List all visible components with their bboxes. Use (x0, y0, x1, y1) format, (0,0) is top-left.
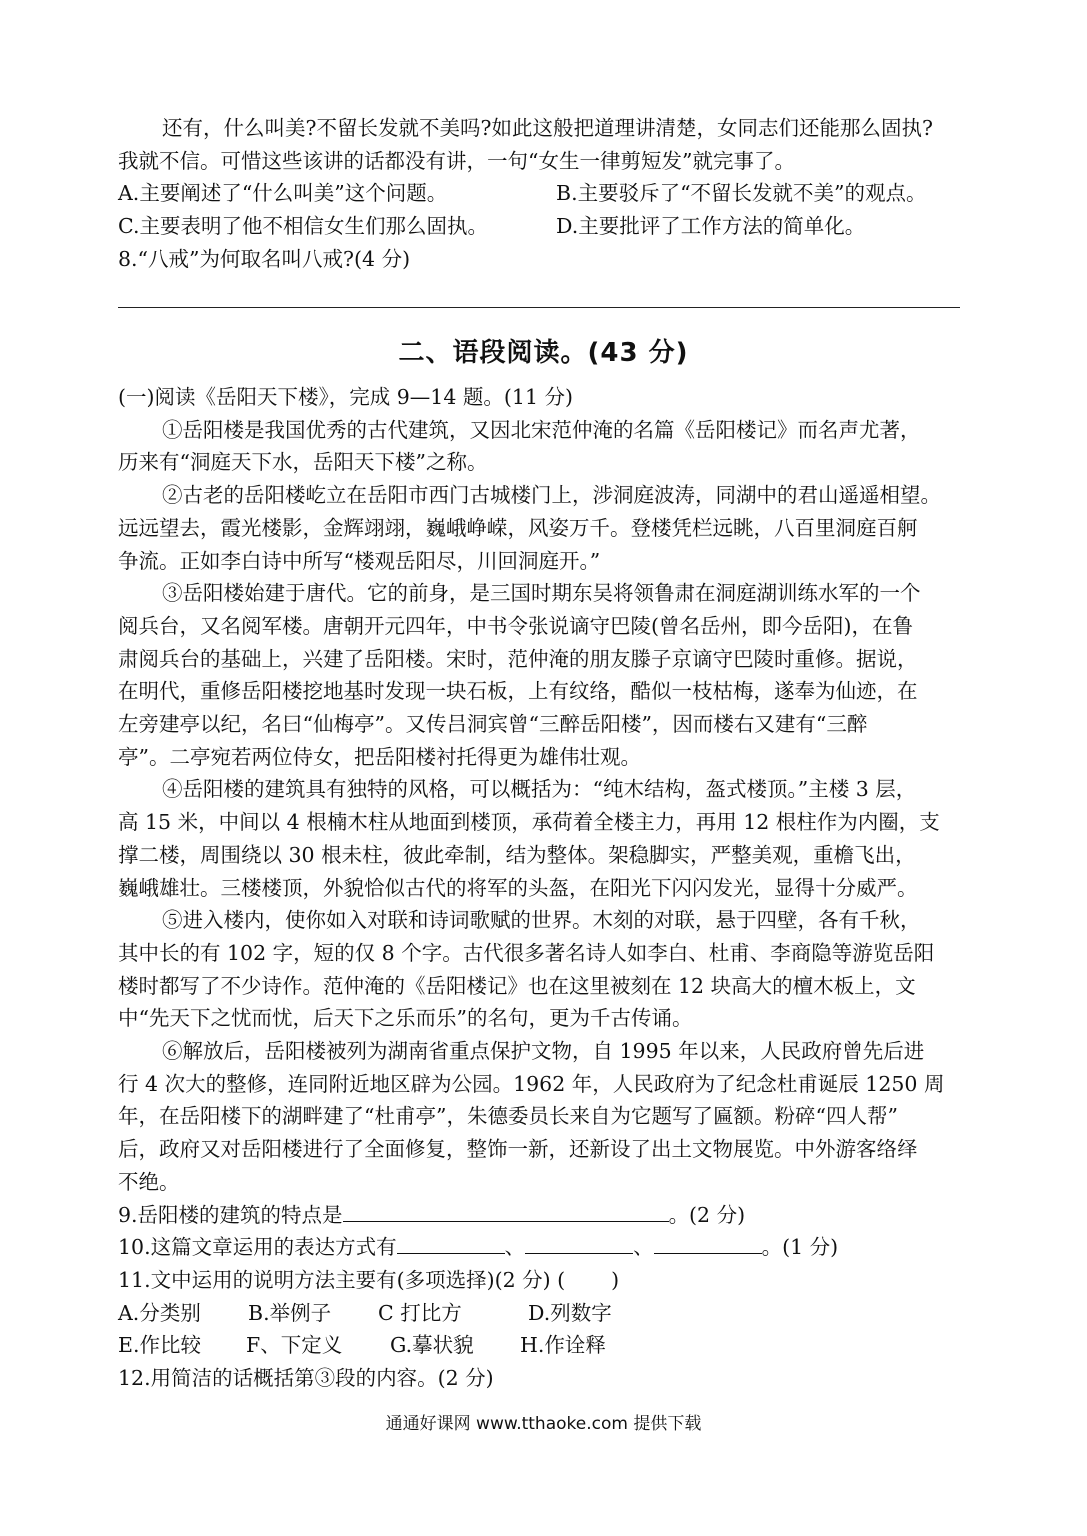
paragraph-6-line: 不绝。 (118, 1169, 180, 1194)
question-9-points: 。(2 分) (668, 1202, 746, 1227)
paragraph-2-line: 远远望去，霞光楼影，金辉翊翊，巍峨峥嵘，风姿万千。登楼凭栏远眺，八百里洞庭百舸 (118, 515, 918, 540)
choices-row (118, 1329, 970, 1362)
paragraph-2-line: 争流。正如李白诗中所写“楼观岳阳尽，川回洞庭开。” (118, 548, 601, 573)
answer-blank[interactable] (525, 1231, 633, 1254)
question-12: 12.用简洁的话概括第③段的内容。(2 分) (118, 1366, 494, 1391)
paragraph-1-line: ①岳阳楼是我国优秀的古代建筑，又因北宋范仲淹的名篇《岳阳楼记》而名声尤著， (162, 417, 921, 442)
paragraph-5-line: 楼时都写了不少诗作。范仲淹的《岳阳楼记》也在这里被刻在 12 块高大的檀木板上，文 (118, 973, 916, 998)
paragraph-6-line: 行 4 次大的整修，连同附近地区辟为公园。1962 年，人民政府为了纪念杜甫诞辰 1250 周 (118, 1071, 945, 1096)
choice-c: C 打比方 (378, 1300, 462, 1325)
answer-blank[interactable] (397, 1231, 505, 1254)
footer: 通通好课网 www.tthaoke.com 提供下载 (385, 1414, 702, 1434)
paragraph-3-line: ③岳阳楼始建于唐代。它的前身，是三国时期东吴将领鲁肃在洞庭湖训练水军的一个 (162, 581, 921, 606)
paragraph-3-line: 在明代，重修岳阳楼挖地基时发现一块石板，上有纹络，酷似一枝枯梅，遂奉为仙迹，在 (118, 679, 918, 704)
intro-line: 还有，什么叫美?不留长发就不美吗?如此这般把道理讲清楚，女同志们还能那么固执? (162, 116, 933, 140)
paragraph-1-line: 历来有“洞庭天下水，岳阳天下楼”之称。 (118, 450, 488, 475)
choice-h: H.作诠释 (520, 1333, 606, 1358)
option-a: A.主要阐述了“什么叫美”这个问题。 (118, 181, 448, 206)
paragraph-6-line: 后，政府又对岳阳楼进行了全面修复，整饰一新，还新设了出土文物展览。中外游客络绎 (118, 1137, 918, 1162)
choice-a: A.分类别 (118, 1300, 201, 1325)
option-d: D.主要批评了工作方法的简单化。 (556, 214, 866, 239)
paragraph-3-line: 亭”。二亭宛若两位侍女，把岳阳楼衬托得更为雄伟壮观。 (118, 744, 641, 769)
question-11-text: 11.文中运用的说明方法主要有(多项选择)(2 分) ( (118, 1267, 566, 1292)
paragraph-5-line: 其中长的有 102 字，短的仅 8 个字。古代很多著名诗人如李白、杜甫、李商隐等游览岳阳 (118, 940, 935, 965)
paragraph-4-line: 撑二楼，周围绕以 30 根未柱，彼此牵制，结为整体。架稳脚实，严整美观，重檐飞出， (118, 842, 916, 867)
separator: 、 (633, 1235, 654, 1260)
paragraph-4-line: 巍峨雄壮。三楼楼顶，外貌恰似古代的将军的头盔，在阳光下闪闪发光，显得十分威严。 (118, 875, 918, 900)
option-c: C.主要表明了他不相信女生们那么固执。 (118, 214, 488, 239)
reading-heading: (一)阅读《岳阳天下楼》，完成 9—14 题。(11 分) (118, 385, 574, 409)
question-9 (118, 1199, 970, 1232)
question-9-text: 9.岳阳楼的建筑的特点是 (118, 1202, 343, 1227)
paragraph-3-line: 左旁建亭以纪，名曰“仙梅亭”。又传吕洞宾曾“三醉岳阳楼”，因而楼右又建有“三醉 (118, 712, 868, 737)
paragraph-5-line: 中“先天下之忧而忧，后天下之乐而乐”的名句，更为千古传诵。 (118, 1006, 693, 1031)
paragraph-6-line: 年，在岳阳楼下的湖畔建了“杜甫亭”，朱德委员长来自为它题写了匾额。粉碎“四人帮” (118, 1104, 898, 1129)
divider (118, 307, 960, 308)
separator: 、 (504, 1235, 526, 1260)
choice-d: D.列数字 (528, 1300, 612, 1325)
choices-row (118, 1297, 970, 1330)
paragraph-2-line: ②古老的岳阳楼屹立在岳阳市西门古城楼门上，涉洞庭波涛，同湖中的君山遥遥相望。 (162, 483, 941, 508)
question-10-points: 。(1 分) (761, 1235, 839, 1260)
option-row (118, 177, 970, 210)
question-11 (118, 1264, 970, 1297)
paragraph-6-line: ⑥解放后，岳阳楼被列为湖南省重点保护文物，自 1995 年以来，人民政府曾先后进 (162, 1039, 925, 1064)
answer-blank[interactable] (654, 1231, 762, 1254)
paragraph-5-line: ⑤进入楼内，使你如入对联和诗词歌赋的世界。木刻的对联，悬于四壁，各有千秋， (162, 908, 921, 933)
question-8: 8.“八戒”为何取名叫八戒?(4 分) (118, 246, 411, 271)
intro-line: 我就不信。可惜这些该讲的话都没有讲，一句“女生一律剪短发”就完事了。 (118, 148, 795, 173)
choice-g: G.摹状貌 (390, 1333, 474, 1358)
question-10 (118, 1231, 970, 1264)
answer-blank[interactable] (343, 1199, 669, 1222)
paragraph-3-line: 肃阅兵台的基础上，兴建了岳阳楼。宋时，范仲淹的朋友滕子京谪守巴陵时重修。据说， (118, 646, 918, 671)
reading-section (118, 381, 970, 1395)
option-row (118, 210, 970, 243)
paragraph-4-line: ④岳阳楼的建筑具有独特的风格，可以概括为：“纯木结构，盔式楼顶。”主楼 3 层， (162, 777, 917, 802)
intro-block (118, 112, 970, 276)
question-10-text: 10.这篇文章运用的表达方式有 (118, 1235, 397, 1260)
paragraph-4-line: 高 15 米，中间以 4 根楠木柱从地面到楼顶，承荷着全楼主力，再用 12 根柱作为内圈，支 (118, 810, 940, 835)
question-11-close: ) (611, 1267, 620, 1292)
choice-b: B.举例子 (248, 1300, 332, 1325)
choice-e: E.作比较 (118, 1333, 201, 1358)
paragraph-3-line: 阅兵台，又名阅军楼。唐朝开元四年，中书令张说谪守巴陵(曾名岳州，即今岳阳)，在鲁 (118, 613, 913, 638)
section-title: 二、语段阅读。(43 分) (398, 338, 689, 368)
option-b: B.主要驳斥了“不留长发就不美”的观点。 (556, 181, 927, 206)
choice-f: F、下定义 (246, 1333, 343, 1358)
